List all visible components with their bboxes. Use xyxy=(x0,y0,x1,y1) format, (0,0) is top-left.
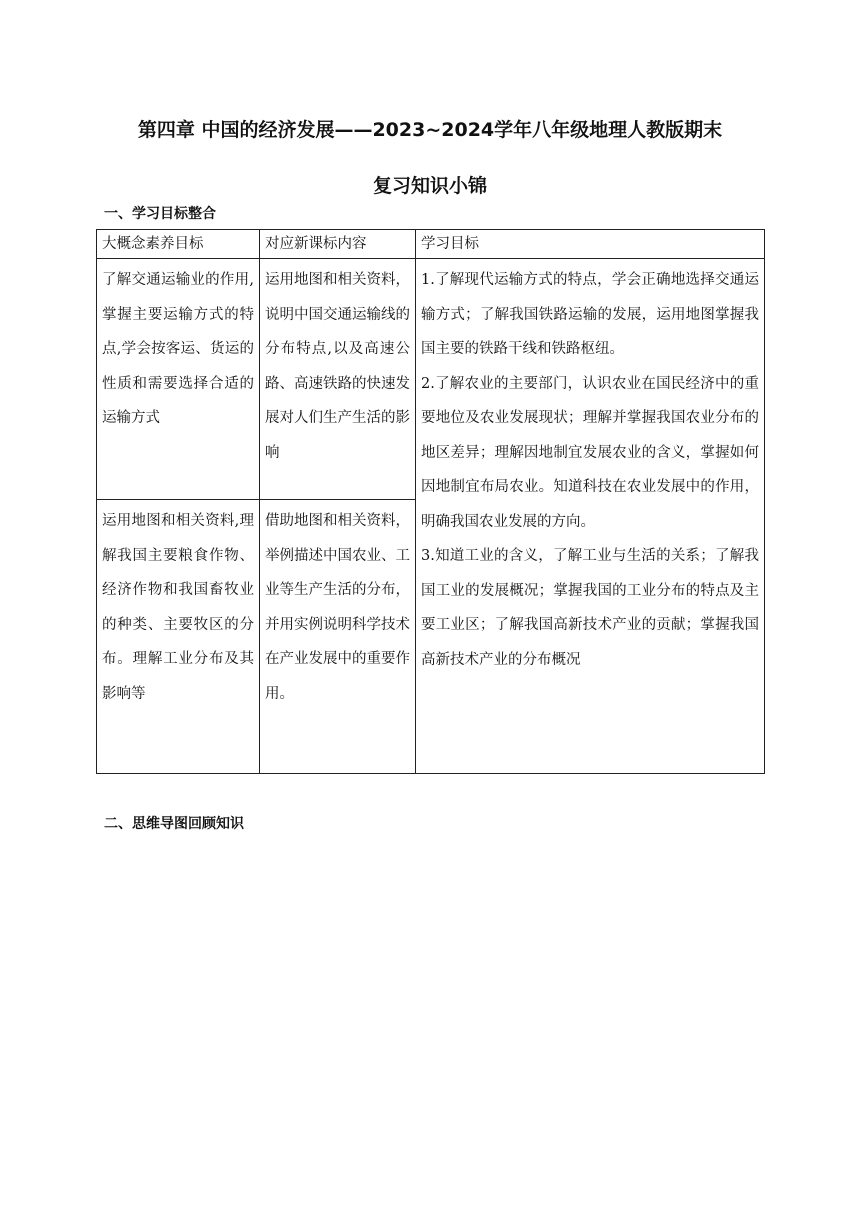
goal-item-3: 3.知道工业的含义，了解工业与生活的关系；了解我国工业的发展概况；掌握我国的工业分布的特点及主要工业区；了解我国高新技术产业的贡献；掌握我国高新技术产业的分布概况 xyxy=(421,548,759,668)
standard-text: 运用地图和相关资料，说明中国交通运输线的分布特点,以及高速公路、高速铁路的快速发展对人们生产生活的影响 xyxy=(265,272,410,461)
table-cell-standard xyxy=(260,259,416,500)
goal-item-1: 1.了解现代运输方式的特点，学会正确地选择交通运输方式；了解我国铁路运输的发展，运用地图掌握我国主要的铁路干线和铁路枢纽。 xyxy=(421,272,759,357)
goal-item-2: 2.了解农业的主要部门，认识农业在国民经济中的重要地位及农业发展现状；理解并掌握我国农业分布的地区差异；理解因地制宜发展农业的含义，掌握如何因地制宜布局农业。知道科技在农业发展中的作用，明确我国农业发展的方向。 xyxy=(421,375,759,530)
standard-text: 借助地图和相关资料，举例描述中国农业、工业等生产生活的分布，并用实例说明科学技术在产业发展中的重要作用。 xyxy=(265,513,410,702)
learning-goals-table xyxy=(96,229,765,774)
table-header-concept: 大概念素养目标 xyxy=(97,230,260,259)
concept-text: 运用地图和相关资料,理解我国主要粮食作物、经济作物和我国畜牧业的种类、主要牧区的分布。理解工业分布及其影响等 xyxy=(102,513,254,702)
document-title xyxy=(96,102,764,214)
table-cell-concept xyxy=(97,259,260,500)
concept-text: 了解交通运输业的作用,掌握主要运输方式的特点,学会按客运、货运的性质和需要选择合适的运输方式 xyxy=(102,272,254,426)
table-row xyxy=(97,259,765,500)
document-title-line-1: 第四章 中国的经济发展——2023~2024学年八年级地理人教版期末 xyxy=(137,119,723,141)
table-header-goals: 学习目标 xyxy=(416,230,765,259)
section-heading-mind-map: 二、思维导图回顾知识 xyxy=(104,816,244,832)
table-cell-concept xyxy=(97,500,260,774)
table-header-standard: 对应新课标内容 xyxy=(260,230,416,259)
table-header-row xyxy=(97,230,765,259)
section-heading-learning-goals: 一、学习目标整合 xyxy=(104,206,216,222)
table-cell-standard xyxy=(260,500,416,774)
document-title-line-2: 复习知识小锦 xyxy=(372,175,487,197)
table-cell-goals xyxy=(416,259,765,774)
